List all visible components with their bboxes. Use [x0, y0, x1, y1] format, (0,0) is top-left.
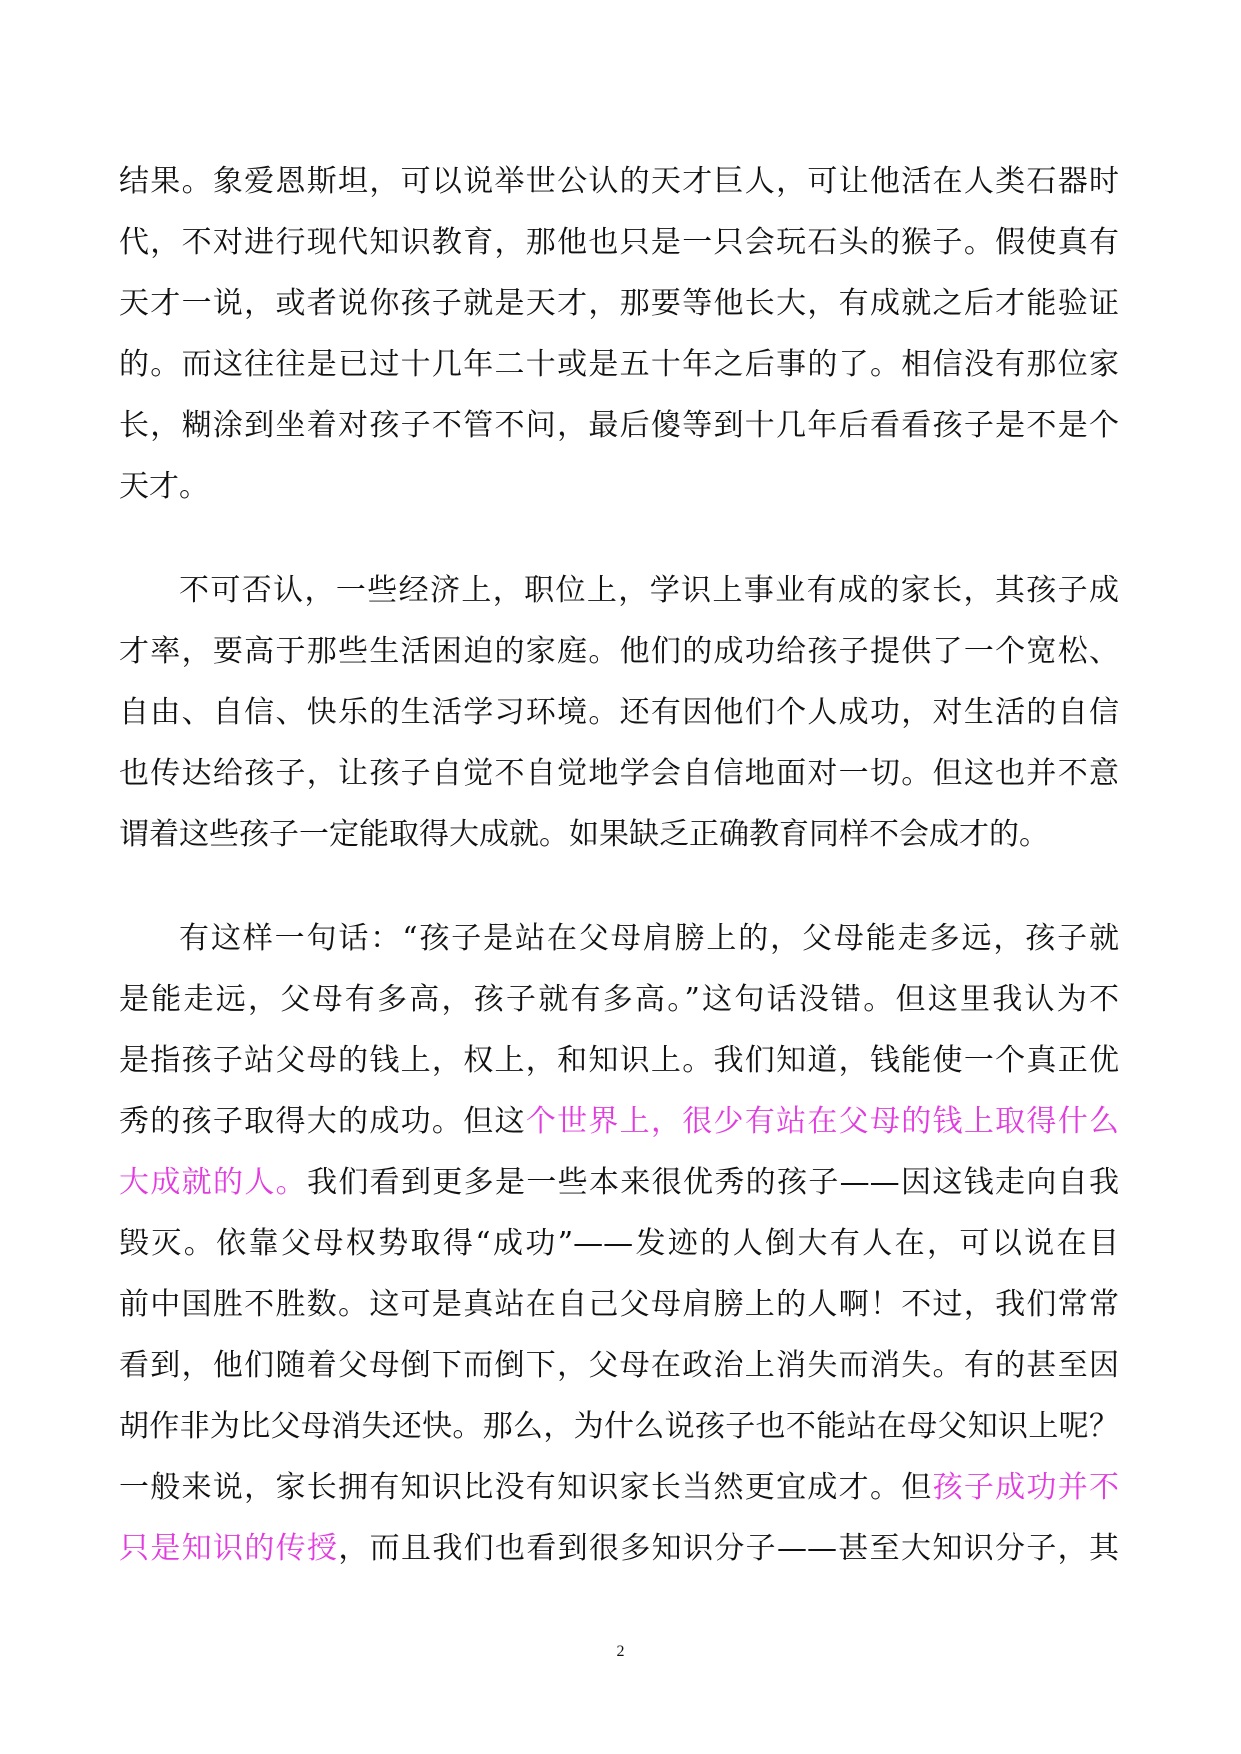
highlighted-text: 个世界上，很少有站在父母的钱上取得什么 [525, 1104, 1120, 1139]
text-line: 有这样一句话：“孩子是站在父母肩膀上的，父母能走多远，孩子就 [179, 921, 1119, 956]
text-line: 自由、自信、快乐的生活学习环境。还有因他们个人成功，对生活的自信 [119, 695, 1119, 730]
body-text [119, 151, 1119, 1622]
text-line: 是能走远，父母有多高，孩子就有多高。”这句话没错。但这里我认为不 [119, 982, 1119, 1017]
text-line: 只是知识的传授，而且我们也看到很多知识分子——甚至大知识分子，其 [119, 1531, 1120, 1566]
text-line: 毁灭。依靠父母权势取得“成功”——发迹的人倒大有人在，可以说在目 [119, 1226, 1119, 1261]
text-line: 一般来说，家长拥有知识比没有知识家长当然更宜成才。但孩子成功并不 [119, 1470, 1120, 1505]
text-line: 代，不对进行现代知识教育，那他也只是一只会玩石头的猴子。假使真有 [119, 225, 1119, 260]
highlighted-text: 只是知识的传授 [119, 1531, 339, 1566]
highlighted-text: 孩子成功并不 [932, 1470, 1120, 1505]
text-line: 谓着这些孩子一定能取得大成就。如果缺乏正确教育同样不会成才的。 [119, 817, 1049, 852]
text-line: 秀的孩子取得大的成功。但这个世界上，很少有站在父母的钱上取得什么 [119, 1104, 1120, 1139]
text-line: 大成就的人。我们看到更多是一些本来很优秀的孩子——因这钱走向自我 [119, 1165, 1119, 1200]
paragraph-1 [119, 151, 1119, 517]
paragraph-2 [119, 560, 1119, 865]
text-line: 是指孩子站父母的钱上，权上，和知识上。我们知道，钱能使一个真正优 [119, 1043, 1119, 1078]
highlighted-text: 大成就的人。 [119, 1165, 307, 1200]
page-number: 2 [616, 1643, 625, 1660]
text-line: 才率，要高于那些生活困迫的家庭。他们的成功给孩子提供了一个宽松、 [119, 634, 1119, 669]
text-line: 天才一说，或者说你孩子就是天才，那要等他长大，有成就之后才能验证 [119, 286, 1119, 321]
text-line: 长，糊涂到坐着对孩子不管不问，最后傻等到十几年后看看孩子是不是个 [119, 408, 1119, 443]
text-line: 的。而这往往是已过十几年二十或是五十年之后事的了。相信没有那位家 [119, 347, 1119, 382]
text-line: 也传达给孩子，让孩子自觉不自觉地学会自信地面对一切。但这也并不意 [119, 756, 1119, 791]
text-line: 天才。 [119, 469, 209, 504]
text-line: 看到，他们随着父母倒下而倒下，父母在政治上消失而消失。有的甚至因 [119, 1348, 1119, 1383]
text-line: 结果。象爱恩斯坦，可以说举世公认的天才巨人，可让他活在人类石器时 [119, 164, 1119, 199]
text-line: 胡作非为比父母消失还快。那么，为什么说孩子也不能站在母父知识上呢？ [119, 1409, 1119, 1444]
text-line: 前中国胜不胜数。这可是真站在自己父母肩膀上的人啊！不过，我们常常 [119, 1287, 1119, 1322]
paragraph-3 [119, 908, 1119, 1579]
text-line: 不可否认，一些经济上，职位上，学识上事业有成的家长，其孩子成 [179, 573, 1119, 608]
